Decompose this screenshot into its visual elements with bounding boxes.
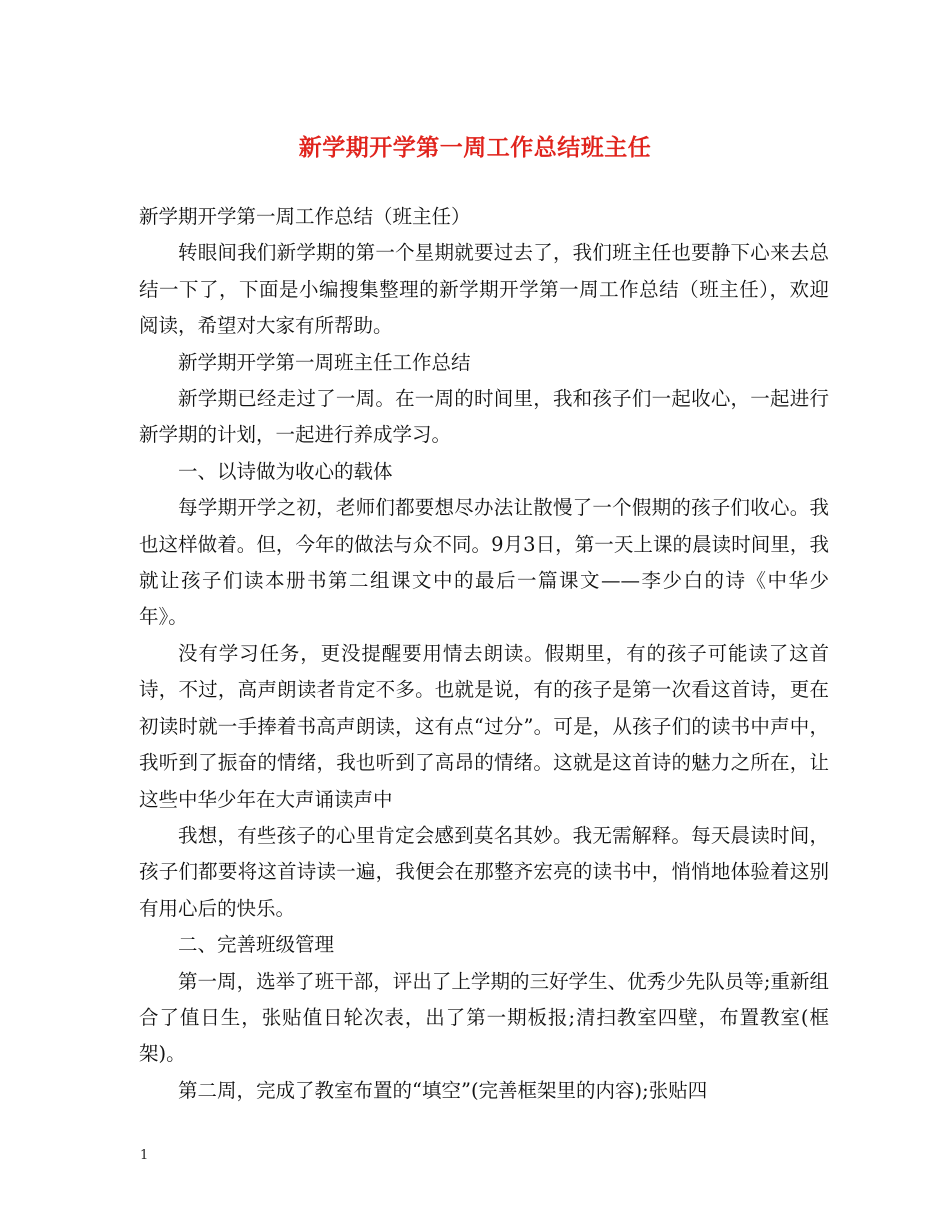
document-body (139, 199, 829, 1109)
paragraph: 转眼间我们新学期的第一个星期就要过去了，我们班主任也要静下心来去总结一下了，下面是小编搜集整理的新学期开学第一周工作总结（班主任），欢迎阅读，希望对大家有所帮助。 (139, 241, 829, 338)
paragraph: 第一周，选举了班干部，评出了上学期的三好学生、优秀少先队员等;重新组合了值日生，张贴值日轮次表，出了第一期板报;清扫教室四壁，布置教室(框架)。 (139, 969, 829, 1066)
page-number: 1 (140, 1148, 149, 1163)
section-heading: 一、以诗做为收心的载体 (178, 459, 393, 483)
document-title: 新学期开学第一周工作总结班主任 (298, 134, 652, 161)
paragraph: 没有学习任务，更没提醒要用情去朗读。假期里，有的孩子可能读了这首诗，不过，高声朗读者肯定不多。也就是说，有的孩子是第一次看这首诗，更在初读时就一手捧着书高声朗读，这有点“过分”。可是，从孩子们的读书中声中，我听到了振奋的情绪，我也听到了高昂的情绪。这就是这首诗的魅力之所在，让这些中华少年在大声诵读声中 (139, 641, 829, 811)
paragraph: 每学期开学之初，老师们都要想尽办法让散慢了一个假期的孩子们收心。我也这样做着。但，今年的做法与众不同。9月3日，第一天上课的晨读时间里，我就让孩子们读本册书第二组课文中的最后一篇课文——李少白的诗《中华少年》。 (139, 496, 829, 629)
section-heading: 新学期开学第一周班主任工作总结 (178, 350, 471, 374)
section-heading: 二、完善班级管理 (178, 933, 335, 957)
paragraph: 我想，有些孩子的心里肯定会感到莫名其妙。我无需解释。每天晨读时间，孩子们都要将这首诗读一遍，我便会在那整齐宏亮的读书中，悄悄地体验着这别有用心后的快乐。 (139, 823, 829, 920)
paragraph: 新学期已经走过了一周。在一周的时间里，我和孩子们一起收心，一起进行新学期的计划，一起进行养成学习。 (139, 387, 829, 447)
document-subtitle: 新学期开学第一周工作总结（班主任） (139, 205, 471, 228)
paragraph: 第二周，完成了教室布置的“填空”(完善框架里的内容);张贴四 (178, 1078, 708, 1102)
